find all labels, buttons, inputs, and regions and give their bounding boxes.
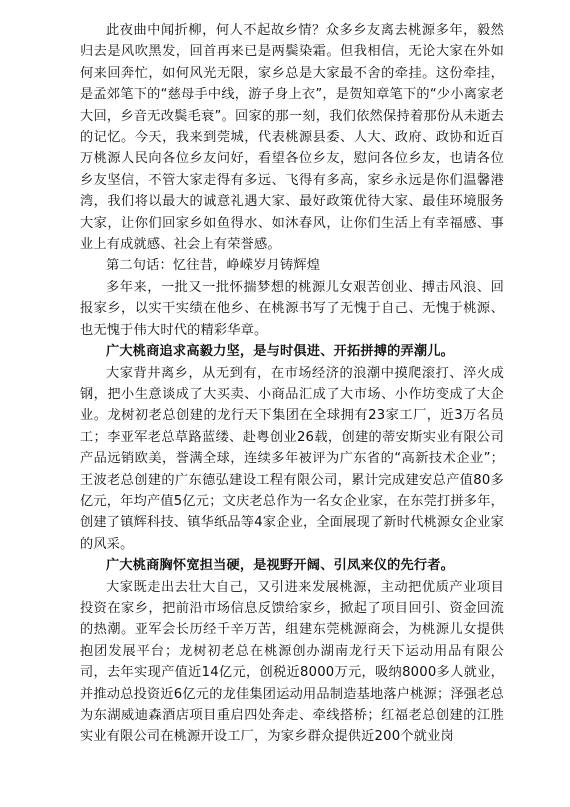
body-paragraph-investment: 大家既走出去壮大自己，又引进来发展桃源，主动把优质产业项目投资在家乡，把前沿市场信息反馈给家乡，掀起了项目回引、资金回流的热潮。亚军会长历经千辛万苦，组建东莞桃源商会，为桃源儿女提供抱团发展平台；龙树初老总在桃源创办湖南龙行天下运动用品有限公司，去年实现产值近14亿元，创税近8000万元，吸纳8000多人就业，并推动总投资近6亿元的龙佳集团运动用品制造基地落户桃源；泽强老总为东湖威迪森酒店项目重启四处奔走、牵线搭桥；红福老总创建的江胜实业有限公司在桃源开设工厂，为家乡群众提供近200个就业岗	[80, 579, 504, 745]
body-paragraph-entrepreneurs: 大家背井离乡，从无到有，在市场经济的浪潮中摸爬滚打、淬火成钢，把小生意谈成了大买卖、小商品汇成了大市场、小作坊变成了大企业。龙树初老总创建的龙行天下集团在全球拥有23家工厂，近3万名员工；李亚军老总草路蓝缕、赴粤创业26载，创建的蒂安斯实业有限公司产品远销欧美，誉满全球，连续多年被评为广东省的“高新技术企业”；王波老总创建的广东德弘建设工程有限公司，累计完成建安总产值80多亿元，年均产值5亿元；文庆老总作为一名女企业家，在东莞打拼多年，创建了镇辉科技、镇华纸品等4家企业，全面展现了新时代桃源女企业家的风采。	[80, 365, 504, 552]
bold-heading-forerunners: 广大桃商胸怀宽担当硬，是视野开阔、引凤来仪的先行者。	[106, 558, 455, 574]
body-paragraph-review: 多年来，一批又一批怀揣梦想的桃源儿女艰苦创业、搏击风浪、回报家乡，以实干实绩在他乡、在桃源书写了无愧于自己、无愧于桃源、也无愧于伟大时代的精彩华章。	[80, 279, 504, 338]
section-heading-second: 第二句话：忆往昔，峥嵘岁月铸辉煌	[106, 258, 321, 274]
bold-heading-pioneers: 广大桃商追求高毅力坚，是与时俱进、开拓拼搏的弄潮儿。	[106, 344, 455, 360]
body-paragraph-opening: 此夜曲中闻折柳，何人不起故乡情？众多乡友离去桃源多年，毅然归去是风吹黑发，回首再来已是两鬓染霜。但我相信，无论大家在外如何来回奔忙，如何风光无限，家乡总是大家最不舍的牵挂。这份牵挂，是孟郊笔下的“慈母手中线，游子身上衣”，是贺知章笔下的“少小离家老大回，乡音无改鬓毛衰”。回家的那一刻，我们依然保持着那份从未逝去的记忆。今天，我来到莞城，代表桃源县委、人大、政府、政协和近百万桃源人民向各位乡友问好，看望各位乡友，慰问各位乡友，也请各位乡友坚信，不管大家走得有多远、飞得有多高，家乡永远是你们温馨港湾，我们将以最大的诚意礼遇大家、最好政策优待大家、最佳环境服务大家，让你们回家乡如鱼得水、如沐春风，让你们生活上有幸福感、事业上有成就感、社会上有荣誉感。	[80, 23, 504, 253]
